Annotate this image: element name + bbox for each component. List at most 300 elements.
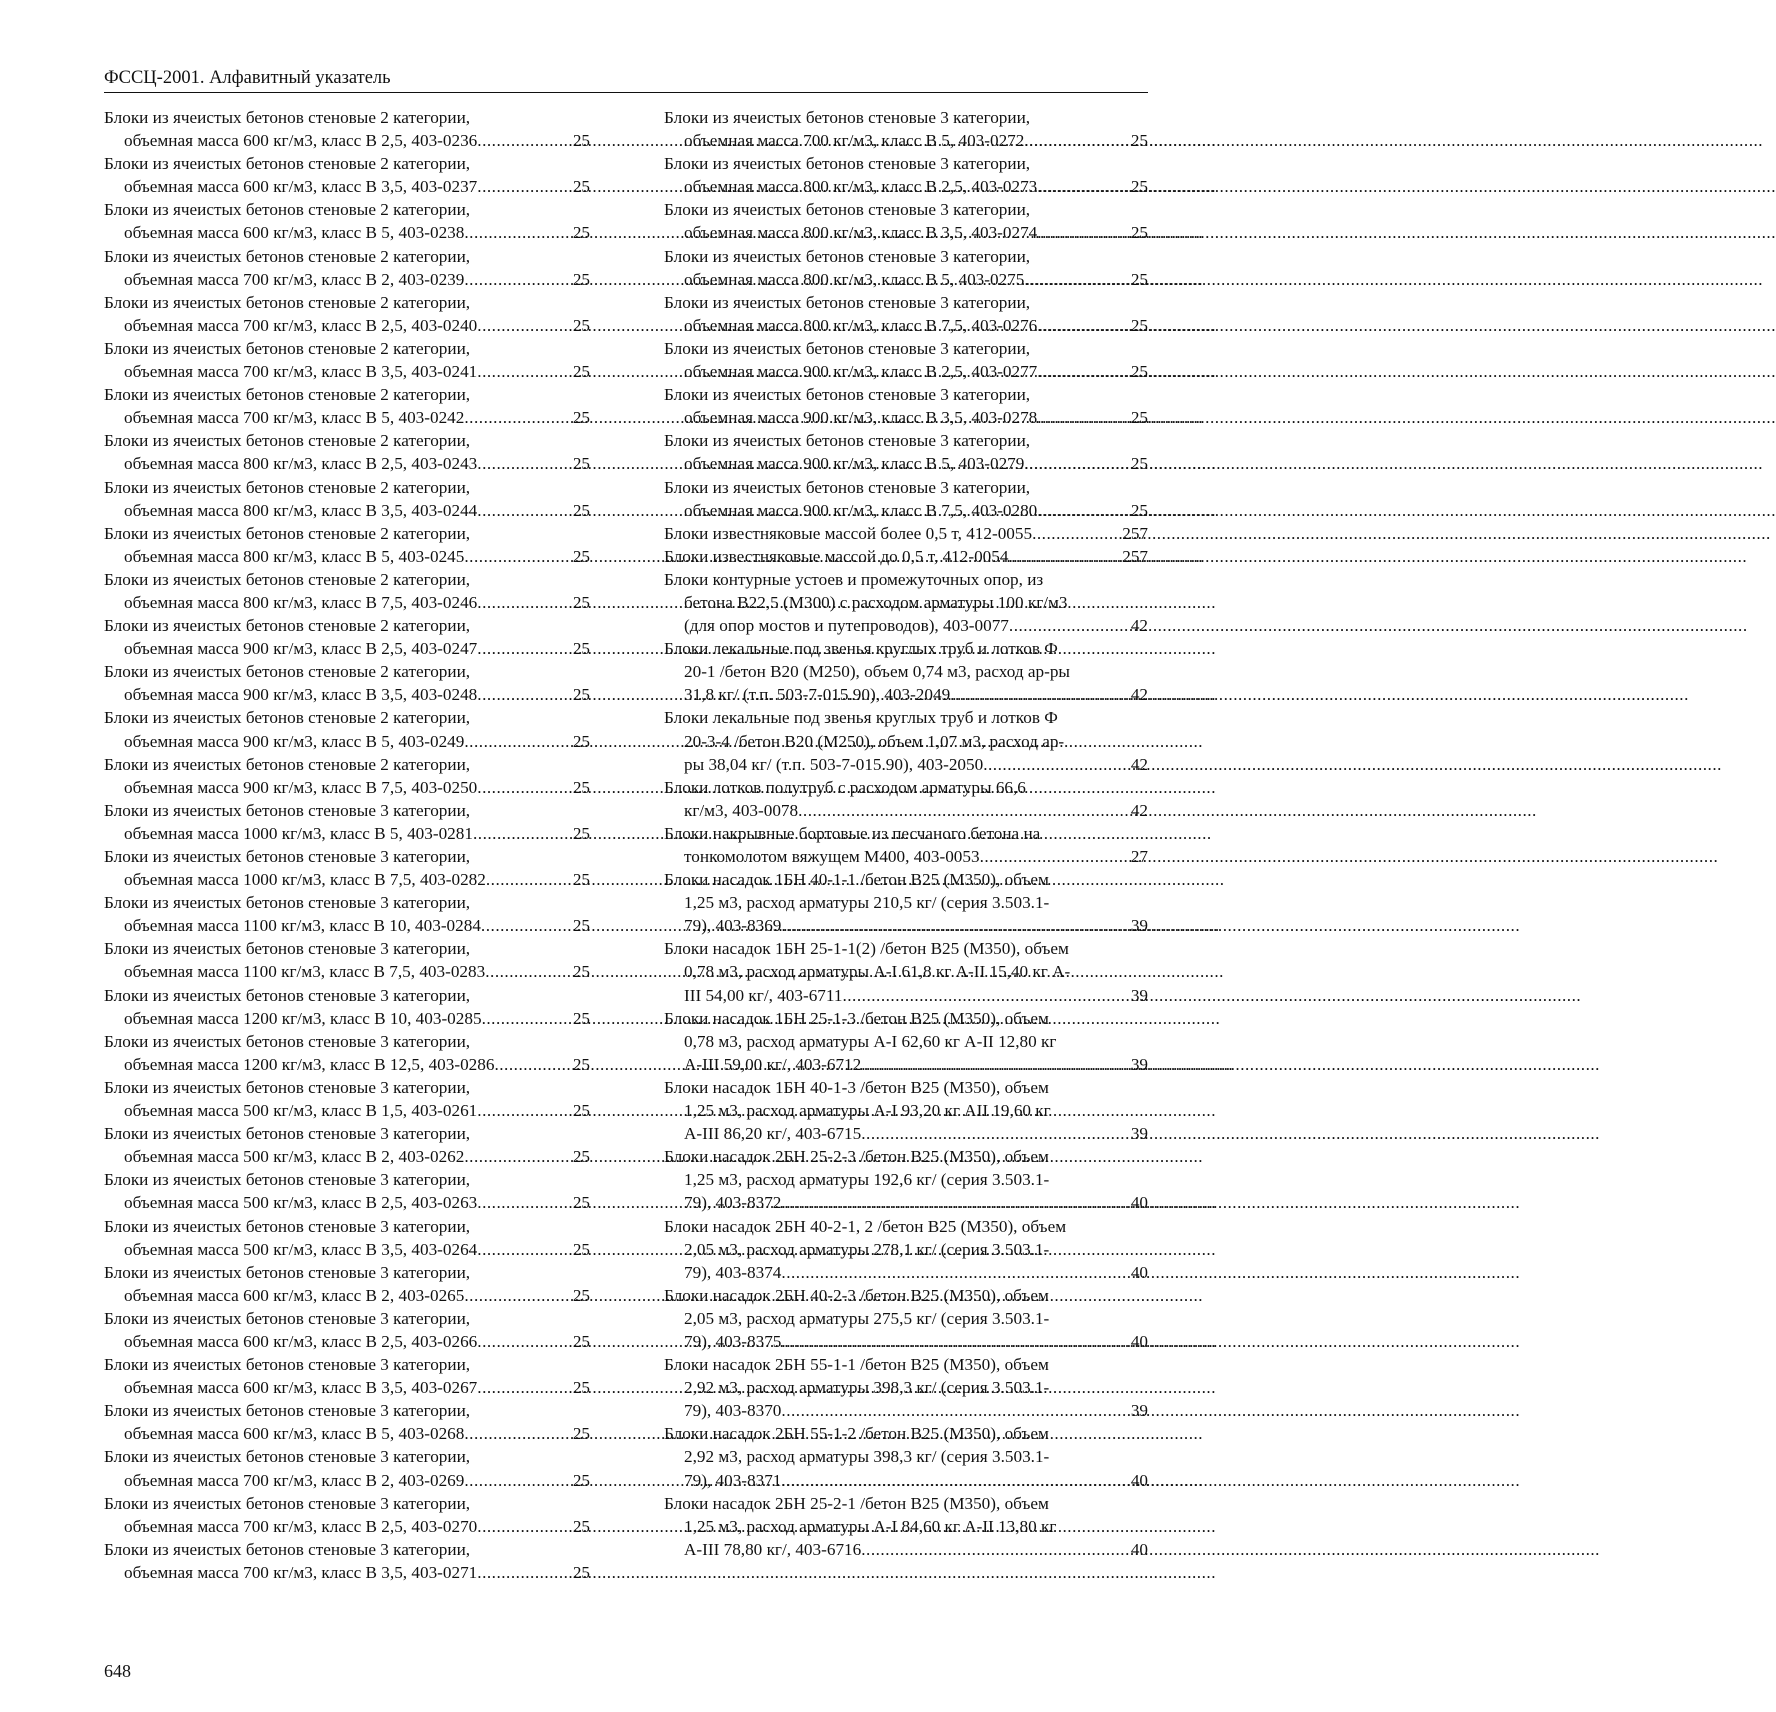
dot-leader xyxy=(861,1053,1131,1076)
running-header: ФССЦ-2001. Алфавитный указатель xyxy=(104,66,1148,93)
index-entry-line: Блоки из ячеистых бетонов стеновые 3 категории, xyxy=(664,431,1031,451)
index-entry-text: объемная масса 1100 кг/м3, класс В 10, 403-0284 xyxy=(124,916,481,936)
index-entry-text: (для опор мостов и путепроводов), 403-0077 xyxy=(684,616,1009,636)
index-entry-text: 79), 403-8374 xyxy=(684,1262,782,1282)
index-entry-text: объемная масса 700 кг/м3, класс В 2, 403-0239 xyxy=(124,269,465,289)
index-entry xyxy=(664,1422,1148,1491)
index-entry-last-line xyxy=(104,1422,590,1445)
index-entry xyxy=(664,1145,1148,1214)
index-entry-text: объемная масса 800 кг/м3, класс В 2,5, 403-0273 xyxy=(684,177,1038,197)
dot-leader xyxy=(477,1515,573,1538)
index-entry-last-line xyxy=(104,129,590,152)
index-entry-line: Блоки из ячеистых бетонов стеновые 3 категории, xyxy=(104,893,471,913)
index-entry-text: объемная масса 900 кг/м3, класс В 7,5, 403-0250 xyxy=(124,777,478,797)
index-entry xyxy=(104,1261,590,1307)
index-entry-page: 39 xyxy=(1130,1401,1148,1421)
dot-leader xyxy=(1024,452,1130,475)
index-entry-page: 25 xyxy=(1130,408,1148,428)
index-entry-line: Блоки накрывные бортовые из песчаного бетона на xyxy=(664,823,1041,843)
index-entry-text: объемная масса 900 кг/м3, класс В 3,5, 403-0278 xyxy=(684,408,1038,428)
index-entry-last-line xyxy=(104,637,590,660)
index-entry-text: объемная масса 600 кг/м3, класс В 2,5, 403-0236 xyxy=(124,131,478,151)
index-entry-page: 25 xyxy=(572,269,590,289)
index-entry-last-line xyxy=(104,960,590,983)
dot-leader xyxy=(1032,522,1122,545)
index-entry-last-line xyxy=(664,1191,1148,1214)
index-entry-page: 25 xyxy=(572,823,590,843)
index-entry-last-line xyxy=(664,1538,1148,1561)
index-entry-page: 257 xyxy=(1122,523,1148,543)
index-entry xyxy=(664,1284,1148,1353)
index-entry-text: объемная масса 900 кг/м3, класс В 7,5, 403-0280 xyxy=(684,500,1038,520)
index-entry-last-line xyxy=(104,1330,590,1353)
index-entry xyxy=(664,429,1148,475)
index-entry-line: 1,25 м3, расход арматуры А-I 84,60 кг А-II 13,80 кг xyxy=(684,1516,1057,1536)
dot-leader xyxy=(1008,545,1122,568)
index-entry-page: 25 xyxy=(572,408,590,428)
index-entry-line: 20-3-4 /бетон В20 (М250), объем 1,07 м3, расход ар- xyxy=(684,731,1065,751)
dot-leader xyxy=(482,1007,573,1030)
index-entry-text: объемная масса 900 кг/м3, класс В 5, 403-0279 xyxy=(684,454,1025,474)
dot-leader xyxy=(1024,268,1130,291)
index-entry xyxy=(104,660,590,706)
index-entry-text: объемная масса 900 кг/м3, класс В 2,5, 403-0247 xyxy=(124,639,478,659)
index-entry-line: Блоки из ячеистых бетонов стеновые 3 категории, xyxy=(104,1170,471,1190)
index-entry-text: объемная масса 800 кг/м3, класс В 7,5, 403-0276 xyxy=(684,315,1038,335)
dot-leader xyxy=(486,868,573,891)
index-entry-line: Блоки из ячеистых бетонов стеновые 3 категории, xyxy=(104,1262,471,1282)
index-entry-page: 25 xyxy=(572,777,590,797)
index-entry xyxy=(104,245,590,291)
index-entry xyxy=(664,291,1148,337)
index-entry-text: объемная масса 900 кг/м3, класс В 2,5, 403-0277 xyxy=(684,362,1038,382)
dot-leader xyxy=(1037,499,1131,522)
index-entry-text: объемная масса 600 кг/м3, класс В 2, 403-0265 xyxy=(124,1285,465,1305)
dot-leader xyxy=(1024,129,1130,152)
dot-leader xyxy=(861,1122,1131,1145)
index-entry-page: 40 xyxy=(1130,1331,1148,1351)
dot-leader xyxy=(1037,314,1131,337)
index-entry-text: 79), 403-8372 xyxy=(684,1193,782,1213)
index-entry-page: 25 xyxy=(572,731,590,751)
index-entry-line: Блоки из ячеистых бетонов стеновые 2 категории, xyxy=(104,662,471,682)
index-entry-text: А-III 59,00 кг/, 403-6712 xyxy=(684,1054,862,1074)
index-entry-last-line xyxy=(664,1469,1148,1492)
index-entry-page: 39 xyxy=(1130,916,1148,936)
index-entry-last-line xyxy=(664,1053,1148,1076)
index-entry-line: Блоки насадок 1БН 40-1-3 /бетон В25 (М350), объем xyxy=(664,1077,1049,1097)
index-entry-page: 40 xyxy=(1130,1470,1148,1490)
index-entry-text: объемная масса 1000 кг/м3, класс В 7,5, 403-0282 xyxy=(124,870,486,890)
index-entry-text: объемная масса 800 кг/м3, класс В 3,5, 403-0274 xyxy=(684,223,1038,243)
index-entry xyxy=(664,706,1148,775)
index-entry-line: Блоки из ячеистых бетонов стеновые 2 категории, xyxy=(104,338,471,358)
index-entry xyxy=(104,522,590,568)
index-entry-line: Блоки насадок 2БН 25-2-1 /бетон В25 (М350), объем xyxy=(664,1493,1049,1513)
index-entry-text: объемная масса 700 кг/м3, класс В 3,5, 403-0241 xyxy=(124,362,478,382)
dot-leader xyxy=(477,1238,573,1261)
index-entry-line: Блоки из ячеистых бетонов стеновые 2 категории, xyxy=(104,616,471,636)
index-entry-last-line xyxy=(104,683,590,706)
index-entry-text: объемная масса 1200 кг/м3, класс В 10, 403-0285 xyxy=(124,1008,482,1028)
index-entry xyxy=(104,1445,590,1491)
index-entry-line: Блоки лекальные под звенья круглых труб и лотков Ф xyxy=(664,639,1058,659)
index-entry-last-line xyxy=(104,822,590,845)
index-entry xyxy=(104,1353,590,1399)
index-entry-last-line xyxy=(104,730,590,753)
index-entry-text: объемная масса 700 кг/м3, класс В 5, 403-0272 xyxy=(684,131,1025,151)
dot-leader xyxy=(464,221,572,244)
index-entry-line: 2,92 м3, расход арматуры 398,3 кг/ (серия 3.503.1- xyxy=(684,1447,1050,1467)
index-entry-line: Блоки из ячеистых бетонов стеновые 2 категории, xyxy=(104,708,471,728)
index-entry-last-line xyxy=(664,452,1148,475)
index-entry-line: Блоки из ячеистых бетонов стеновые 2 категории, xyxy=(104,569,471,589)
index-entry-last-line xyxy=(104,1515,590,1538)
index-entry-line: Блоки насадок 2БН 25-2-3 /бетон В25 (М350), объем xyxy=(664,1147,1049,1167)
index-entry-text: Блоки известняковые массой до 0,5 т, 412-0054 xyxy=(664,546,1009,566)
index-entry xyxy=(104,706,590,752)
index-entry-page: 27 xyxy=(1130,847,1148,866)
index-entry-page: 25 xyxy=(572,315,590,335)
index-entry xyxy=(104,753,590,799)
index-entry-page: 25 xyxy=(572,1239,590,1259)
index-entry xyxy=(104,1307,590,1353)
dot-leader xyxy=(861,1538,1131,1561)
index-entry-text: объемная масса 500 кг/м3, класс В 2,5, 403-0263 xyxy=(124,1193,478,1213)
index-entry-page: 39 xyxy=(1130,1054,1148,1074)
index-entry-text: 79), 403-8369 xyxy=(684,916,782,936)
index-entry-last-line xyxy=(104,221,590,244)
index-entry xyxy=(104,984,590,1030)
dot-leader xyxy=(464,1145,572,1168)
dot-leader xyxy=(477,1330,573,1353)
index-entry-last-line xyxy=(664,845,1148,868)
index-entry-text: объемная масса 900 кг/м3, класс В 5, 403-0249 xyxy=(124,731,465,751)
dot-leader xyxy=(980,845,1131,868)
dot-leader xyxy=(781,914,1130,937)
index-entry-page: 25 xyxy=(572,639,590,659)
index-entry-text: объемная масса 600 кг/м3, класс В 5, 403-0268 xyxy=(124,1424,465,1444)
index-entry xyxy=(104,106,590,152)
index-entry-page: 25 xyxy=(572,1516,590,1536)
index-entry-text: ры 38,04 кг/ (т.п. 503-7-015.90), 403-2050 xyxy=(684,754,984,774)
dot-leader xyxy=(494,1053,572,1076)
index-entry-last-line xyxy=(104,175,590,198)
index-entry xyxy=(664,383,1148,429)
dot-leader xyxy=(477,1561,573,1584)
index-entry-page: 39 xyxy=(1130,985,1148,1005)
index-entry-last-line xyxy=(104,1561,590,1584)
dot-leader xyxy=(485,960,573,983)
index-entry-text: объемная масса 600 кг/м3, класс В 3,5, 403-0267 xyxy=(124,1378,478,1398)
index-entry-line: бетона В22,5 (М300) с расходом арматуры 100 кг/м3 xyxy=(684,592,1068,612)
index-entry xyxy=(104,1076,590,1122)
index-entry-line: Блоки из ячеистых бетонов стеновые 3 категории, xyxy=(104,1401,471,1421)
dot-leader xyxy=(481,914,573,937)
index-entry-page: 40 xyxy=(1130,1262,1148,1282)
dot-leader xyxy=(477,314,573,337)
index-entry-line: Блоки насадок 1БН 25-1-1(2) /бетон В25 (М350), объем xyxy=(664,939,1069,959)
index-entry xyxy=(104,476,590,522)
index-entry-text: объемная масса 900 кг/м3, класс В 3,5, 403-0248 xyxy=(124,685,478,705)
index-entry-last-line xyxy=(104,1145,590,1168)
index-entry-line: 20-1 /бетон В20 (М250), объем 0,74 м3, расход ар-ры xyxy=(684,662,1070,682)
index-entry-page: 25 xyxy=(1130,223,1148,243)
index-entry-page: 25 xyxy=(572,1424,590,1444)
index-entry-text: объемная масса 800 кг/м3, класс В 3,5, 403-0244 xyxy=(124,500,478,520)
index-entry-line: Блоки из ячеистых бетонов стеновые 3 категории, xyxy=(104,1031,471,1051)
index-entry xyxy=(664,1353,1148,1422)
index-entry-line: 1,25 м3, расход арматуры 210,5 кг/ (серия 3.503.1- xyxy=(684,893,1050,913)
index-entry-page: 42 xyxy=(1130,685,1148,705)
index-entry xyxy=(664,337,1148,383)
index-entry xyxy=(104,291,590,337)
index-entry-page: 25 xyxy=(572,1101,590,1121)
index-entry-last-line xyxy=(664,406,1148,429)
index-entry xyxy=(664,637,1148,706)
index-entry-last-line xyxy=(104,499,590,522)
index-entry xyxy=(664,476,1148,522)
index-entry-line: Блоки из ячеистых бетонов стеновые 3 категории, xyxy=(664,385,1031,405)
index-entry-last-line xyxy=(104,1191,590,1214)
index-entry-last-line xyxy=(104,776,590,799)
index-entry-line: Блоки из ячеистых бетонов стеновые 3 категории, xyxy=(104,1077,471,1097)
dot-leader xyxy=(464,545,572,568)
index-entry-line: Блоки из ячеистых бетонов стеновые 3 категории, xyxy=(104,1493,471,1513)
index-entry-text: объемная масса 800 кг/м3, класс В 5, 403-0275 xyxy=(684,269,1025,289)
index-entry-last-line xyxy=(664,753,1148,776)
index-entry-text: А-III 78,80 кг/, 403-6716 xyxy=(684,1539,862,1559)
index-entry xyxy=(664,1215,1148,1284)
index-entry xyxy=(664,568,1148,637)
index-entry-line: Блоки из ячеистых бетонов стеновые 3 категории, xyxy=(664,338,1031,358)
dot-leader xyxy=(477,591,573,614)
index-entry-line: Блоки из ячеистых бетонов стеновые 3 категории, xyxy=(104,1308,471,1328)
index-entry-text: 79), 403-8375 xyxy=(684,1331,782,1351)
index-entry-page: 25 xyxy=(572,1193,590,1213)
index-entry xyxy=(664,152,1148,198)
index-entry-last-line xyxy=(104,1099,590,1122)
index-entry-line: Блоки из ячеистых бетонов стеновые 2 категории, xyxy=(104,477,471,497)
index-entry-line: Блоки из ячеистых бетонов стеновые 3 категории, xyxy=(104,939,471,959)
dot-leader xyxy=(1009,614,1131,637)
index-entry-page: 42 xyxy=(1130,800,1148,820)
index-entry-text: объемная масса 800 кг/м3, класс В 2,5, 403-0243 xyxy=(124,454,478,474)
index-entry-last-line xyxy=(104,591,590,614)
index-entry-text: III 54,00 кг/, 403-6711 xyxy=(684,985,843,1005)
dot-leader xyxy=(477,776,573,799)
dot-leader xyxy=(781,1399,1130,1422)
index-entry xyxy=(104,614,590,660)
dot-leader xyxy=(464,268,572,291)
index-entry-line: Блоки из ячеистых бетонов стеновые 2 категории, xyxy=(104,200,471,220)
index-entry-page: 25 xyxy=(572,962,590,982)
index-entry-last-line xyxy=(664,129,1148,152)
index-entry-text: объемная масса 1200 кг/м3, класс В 12,5, 403-0286 xyxy=(124,1054,495,1074)
index-entry-page: 25 xyxy=(572,1562,590,1582)
index-entry-line: Блоки из ячеистых бетонов стеновые 3 категории, xyxy=(104,847,471,866)
index-entry-last-line xyxy=(664,614,1148,637)
index-entry-page: 25 xyxy=(1130,177,1148,197)
index-entry-last-line xyxy=(104,1376,590,1399)
index-entry xyxy=(664,1492,1148,1561)
index-entry-line: Блоки лекальные под звенья круглых труб и лотков Ф xyxy=(664,708,1058,728)
index-entry xyxy=(104,152,590,198)
index-entry-text: объемная масса 800 кг/м3, класс В 5, 403-0245 xyxy=(124,546,465,566)
index-entry-line: Блоки из ячеистых бетонов стеновые 2 категории, xyxy=(104,154,471,174)
dot-leader xyxy=(477,175,573,198)
index-entry xyxy=(104,1399,590,1445)
index-entry-last-line xyxy=(104,1238,590,1261)
index-entry-last-line xyxy=(664,1261,1148,1284)
index-entry-line: Блоки насадок 2БН 55-1-2 /бетон В25 (М350), объем xyxy=(664,1424,1049,1444)
index-entry-page: 25 xyxy=(1130,362,1148,382)
index-entry-page: 25 xyxy=(572,1285,590,1305)
index-entry-last-line xyxy=(664,984,1148,1007)
dot-leader xyxy=(798,799,1131,822)
dot-leader xyxy=(473,822,573,845)
index-entry-text: объемная масса 600 кг/м3, класс В 5, 403-0238 xyxy=(124,223,465,243)
index-entry-text: объемная масса 700 кг/м3, класс В 2, 403-0269 xyxy=(124,1470,465,1490)
index-entry-line: 0,78 м3, расход арматуры А-I 61,8 кг А-II 15,40 кг А- xyxy=(684,962,1071,982)
index-entry-page: 25 xyxy=(1130,131,1148,151)
index-entry xyxy=(104,1122,590,1168)
dot-leader xyxy=(1037,406,1131,429)
index-entry xyxy=(664,776,1148,822)
index-entry-last-line xyxy=(104,406,590,429)
index-entry-page: 42 xyxy=(1130,616,1148,636)
index-entry-last-line xyxy=(664,545,1148,568)
index-entry-text: А-III 86,20 кг/, 403-6715 xyxy=(684,1124,862,1144)
index-entry-line: Блоки из ячеистых бетонов стеновые 3 категории, xyxy=(104,1355,471,1375)
index-entry-line: Блоки из ячеистых бетонов стеновые 3 категории, xyxy=(664,200,1031,220)
index-entry xyxy=(104,799,590,845)
index-entry-page: 25 xyxy=(572,1331,590,1351)
index-entry-page: 25 xyxy=(572,1470,590,1490)
index-entry-text: объемная масса 500 кг/м3, класс В 3,5, 403-0264 xyxy=(124,1239,478,1259)
index-entry-page: 25 xyxy=(1130,500,1148,520)
index-entry-line: Блоки насадок 2БН 40-2-1, 2 /бетон В25 (М350), объем xyxy=(664,1216,1067,1236)
index-column-left xyxy=(104,106,590,1584)
dot-leader xyxy=(950,683,1131,706)
index-entry xyxy=(664,545,1148,568)
index-entry-text: объемная масса 800 кг/м3, класс В 7,5, 403-0246 xyxy=(124,592,478,612)
index-entry-line: Блоки из ячеистых бетонов стеновые 3 категории, xyxy=(664,246,1031,266)
dot-leader xyxy=(477,1099,573,1122)
index-entry-page: 25 xyxy=(572,177,590,197)
index-entry-line: 2,05 м3, расход арматуры 275,5 кг/ (серия 3.503.1- xyxy=(684,1308,1050,1328)
index-entry xyxy=(664,1076,1148,1145)
index-entry-last-line xyxy=(664,1399,1148,1422)
dot-leader xyxy=(781,1330,1130,1353)
index-entry-page: 25 xyxy=(572,685,590,705)
dot-leader xyxy=(477,452,573,475)
index-entry-line: Блоки из ячеистых бетонов стеновые 2 категории, xyxy=(104,385,471,405)
dot-leader xyxy=(477,360,573,383)
index-entry-line: Блоки из ячеистых бетонов стеновые 3 категории, xyxy=(104,1124,471,1144)
index-entry-text: объемная масса 700 кг/м3, класс В 5, 403-0242 xyxy=(124,408,465,428)
index-entry-last-line xyxy=(664,360,1148,383)
index-entry-page: 25 xyxy=(572,1008,590,1028)
dot-leader xyxy=(781,1191,1130,1214)
index-entry-page: 40 xyxy=(1130,1539,1148,1559)
index-entry-line: Блоки насадок 1БН 40-1-1 /бетон В25 (М350), объем xyxy=(664,870,1049,890)
index-entry-last-line xyxy=(664,221,1148,244)
index-entry-line: 2,92 м3, расход арматуры 398,3 кг/ (серия 3.503.1- xyxy=(684,1378,1050,1398)
index-entry-page: 25 xyxy=(572,454,590,474)
index-entry-page: 40 xyxy=(1130,1193,1148,1213)
index-entry-text: объемная масса 500 кг/м3, класс В 2, 403-0262 xyxy=(124,1147,465,1167)
dot-leader xyxy=(477,637,573,660)
index-entry-text: объемная масса 600 кг/м3, класс В 3,5, 403-0237 xyxy=(124,177,478,197)
index-entry-last-line xyxy=(104,545,590,568)
index-entry xyxy=(104,1538,590,1584)
index-entry-line: Блоки насадок 2БН 40-2-3 /бетон В25 (М350), объем xyxy=(664,1285,1049,1305)
dot-leader xyxy=(1037,175,1131,198)
index-entry-line: Блоки из ячеистых бетонов стеновые 3 категории, xyxy=(104,985,471,1005)
index-entry-last-line xyxy=(104,1284,590,1307)
index-entry-line: Блоки из ячеистых бетонов стеновые 2 категории, xyxy=(104,246,471,266)
index-entry-page: 25 xyxy=(572,1378,590,1398)
index-entry-line: 2,05 м3, расход арматуры 278,1 кг/ (серия 3.503.1- xyxy=(684,1239,1050,1259)
index-entry-last-line xyxy=(664,522,1148,545)
index-entry-text: объемная масса 600 кг/м3, класс В 2,5, 403-0266 xyxy=(124,1331,478,1351)
index-entry xyxy=(664,245,1148,291)
index-entry-page: 25 xyxy=(572,916,590,936)
index-entry xyxy=(104,937,590,983)
dot-leader xyxy=(464,1284,572,1307)
index-entry-page: 257 xyxy=(1122,546,1148,566)
index-entry-last-line xyxy=(104,1469,590,1492)
index-entry xyxy=(664,937,1148,1006)
index-entry xyxy=(664,198,1148,244)
index-entry-last-line xyxy=(104,360,590,383)
index-entry-last-line xyxy=(664,799,1148,822)
index-entry xyxy=(104,1215,590,1261)
index-entry-line: Блоки насадок 1БН 25-1-3 /бетон В25 (М350), объем xyxy=(664,1008,1049,1028)
index-entry xyxy=(664,522,1148,545)
dot-leader xyxy=(477,129,573,152)
dot-leader xyxy=(477,1191,573,1214)
index-entry-last-line xyxy=(664,914,1148,937)
index-entry-page: 25 xyxy=(572,1054,590,1074)
index-entry xyxy=(104,1492,590,1538)
index-entry-page: 42 xyxy=(1130,754,1148,774)
index-entry-line: Блоки из ячеистых бетонов стеновые 3 категории, xyxy=(104,1447,471,1467)
index-entry-line: Блоки из ячеистых бетонов стеновые 3 категории, xyxy=(104,1539,471,1559)
index-entry-page: 25 xyxy=(572,131,590,151)
dot-leader xyxy=(842,984,1130,1007)
dot-leader xyxy=(1037,221,1131,244)
index-entry-line: Блоки из ячеистых бетонов стеновые 3 категории, xyxy=(104,1216,471,1236)
index-entry-text: Блоки известняковые массой более 0,5 т, 412-0055 xyxy=(664,523,1033,543)
index-entry-last-line xyxy=(104,868,590,891)
index-entry xyxy=(104,1030,590,1076)
index-entry-line: Блоки контурные устоев и промежуточных опор, из xyxy=(664,569,1044,589)
index-entry-text: объемная масса 1100 кг/м3, класс В 7,5, 403-0283 xyxy=(124,962,486,982)
index-entry xyxy=(104,891,590,937)
index-entry-line: Блоки из ячеистых бетонов стеновые 3 категории, xyxy=(664,154,1031,174)
index-entry-last-line xyxy=(664,268,1148,291)
index-entry-line: Блоки из ячеистых бетонов стеновые 3 категории, xyxy=(664,477,1031,497)
index-entry-page: 25 xyxy=(572,1147,590,1167)
index-entry-last-line xyxy=(664,1122,1148,1145)
index-entry-last-line xyxy=(664,499,1148,522)
index-entry-line: 1,25 м3, расход арматуры А-I 93,20 кг АII 19,60 кг xyxy=(684,1101,1051,1121)
index-entry-page: 25 xyxy=(572,870,590,890)
index-entry-text: 79), 403-8371 xyxy=(684,1470,782,1490)
index-entry xyxy=(104,845,590,891)
